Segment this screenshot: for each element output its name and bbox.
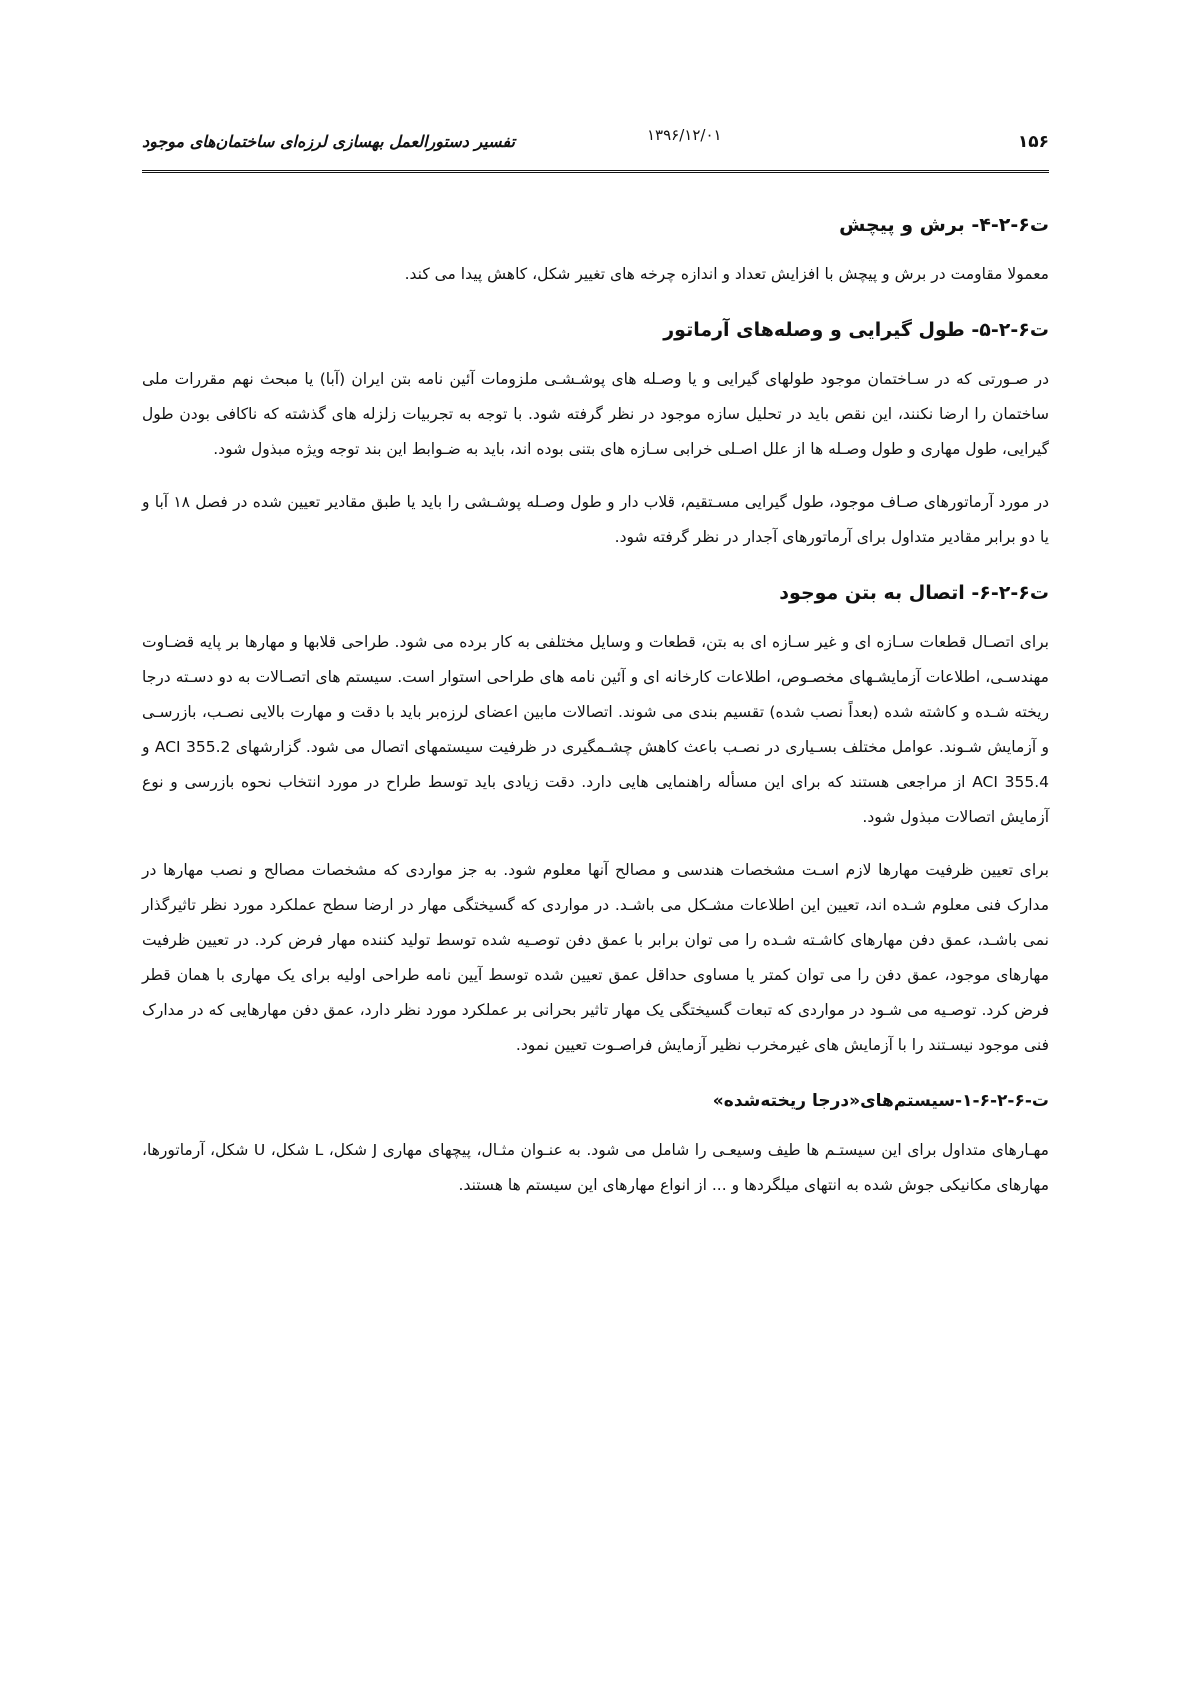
paragraph: در مورد آرماتورهای صـاف موجود، طول گیرایی مسـتقیم، قلاب دار و طول وصـله پوشـشی را باید یا طبق مقادیر تعیین شده در فصل ۱۸ آبا و یا دو برابر مقادیر متداول برای آرماتورهای آجدار در نظر گرفته شود.: [142, 493, 1049, 546]
header-date: ۱۳۹۶/۱۲/۰۱: [647, 126, 722, 144]
paragraph: در صـورتی که در سـاختمان موجود طولهای گیرایی و یا وصـله های پوشـشـی ملزومات آئین نامه بتن ایران (آبا) یا مبحث نهم مقررات ملی ساختمان را ارضا نکنند، این نقص باید در تحلیل سازه موجود در نظر گرفته شود. با توجه به تجربیات زلزله های گذشته که ناکافی بودن طول گیرایی، طول مهاری و طول وصـله ها از علل اصـلی خرابی سـازه های بتنی بوده اند، باید به ضـوابط این بند توجه ویژه مبذول شود.: [142, 370, 1049, 458]
subsection-heading: ت-۶-۲-۶-۱-سیستم‌های«درجا ریخته‌شده»: [712, 1091, 1049, 1111]
paragraph: برای اتصـال قطعات سـازه ای و غیر سـازه ای به بتن، قطعات و وسایل مختلفی به کار برده می شود. طراحی قلابها و مهارها بر پایه قضـاوت مهندسـی، اطلاعات آزمایشـهای مخصـوص، اطلاعات کارخانه ای و آئین نامه های طراحی استوار است. سیستم های اتصـالات به دو دسـته درجا ریخته شـده و کاشته شده (بعداً نصب شده) تقسیم بندی می شوند. اتصالات مابین اعضای لرزه‌بر باید با دقت و مهارت بالایی نصـب، بازرسـی و آزمایش شـوند. عوامل مختلف بسـیاری در نصـب باعث کاهش چشـمگیری در ظرفیت سیستمهای اتصال می شود. گزارشهای ACI 355.2 و ACI 355.4 از مراجعی هستند که برای این مسأله راهنمایی هایی دارد. دقت زیادی باید توسط طراح در مورد انتخاب نحوه بازرسی و نوع آزمایش اتصالات مبذول شود.: [142, 633, 1050, 826]
page-number: ۱۵۶: [1017, 132, 1049, 152]
paragraph: برای تعیین ظرفیت مهارها لازم اسـت مشخصات هندسی و مصالح آنها معلوم شود. به جز مواردی که مشخصات مصالح و نصب مهارها در مدارک فنی معلوم شـده اند، تعیین این اطلاعات مشـکل می باشـد. در مواردی که گسیختگی مهار در ارضا سطح عملکرد مورد نظر تاثیرگذار نمی باشـد، عمق دفن مهارهای کاشـته شـده را می توان برابر با عمق دفن توصـیه شده توسط تولید کننده مهار فرض کرد. در تعیین ظرفیت مهارهای موجود، عمق دفن را می توان کمتر یا مساوی حداقل عمق تعیین شده توسط آیین نامه طراحی اولیه برای یک مهاری با همان قطر فرض کرد. توصـیه می شـود در مواردی که تبعات گسیختگی یک مهار تاثیر بحرانی بر عملکرد مورد نظر دارد، عمق دفن مهارهایی که در مدارک فنی موجود نیسـتند را با آزمایش های غیرمخرب نظیر آزمایش فراصـوت تعیین نمود.: [142, 861, 1049, 1054]
running-title: تفسیر دستورالعمل بهسازی لرزه‌ای ساختمان‌های موجود: [142, 132, 515, 151]
page-body: [142, 205, 1049, 1221]
paragraph: معمولا مقاومت در برش و پیچش با افزایش تعداد و اندازه چرخه های تغییر شکل، کاهش پیدا می کند.: [404, 265, 1049, 283]
section-heading: ت۶-۲-۵- طول گیرایی و وصله‌های آرماتور: [663, 319, 1049, 341]
section-heading: ت۶-۲-۶- اتصال به بتن موجود: [779, 582, 1049, 604]
page-header: [142, 122, 1049, 162]
section-heading: ت۶-۲-۴- برش و پیچش: [839, 214, 1049, 236]
header-rule: [142, 170, 1049, 176]
paragraph: مهـارهای متداول برای این سیستـم ها طیف وسیعـی را شامل می شود. به عنـوان مثـال، پیچهای مهاری J شکل، L شکل، U شکل، آرماتورها، مهارهای مکانیکی جوش شده به انتهای میلگردها و ... از انواع مهارهای این سیستم ها هستند.: [142, 1141, 1049, 1194]
